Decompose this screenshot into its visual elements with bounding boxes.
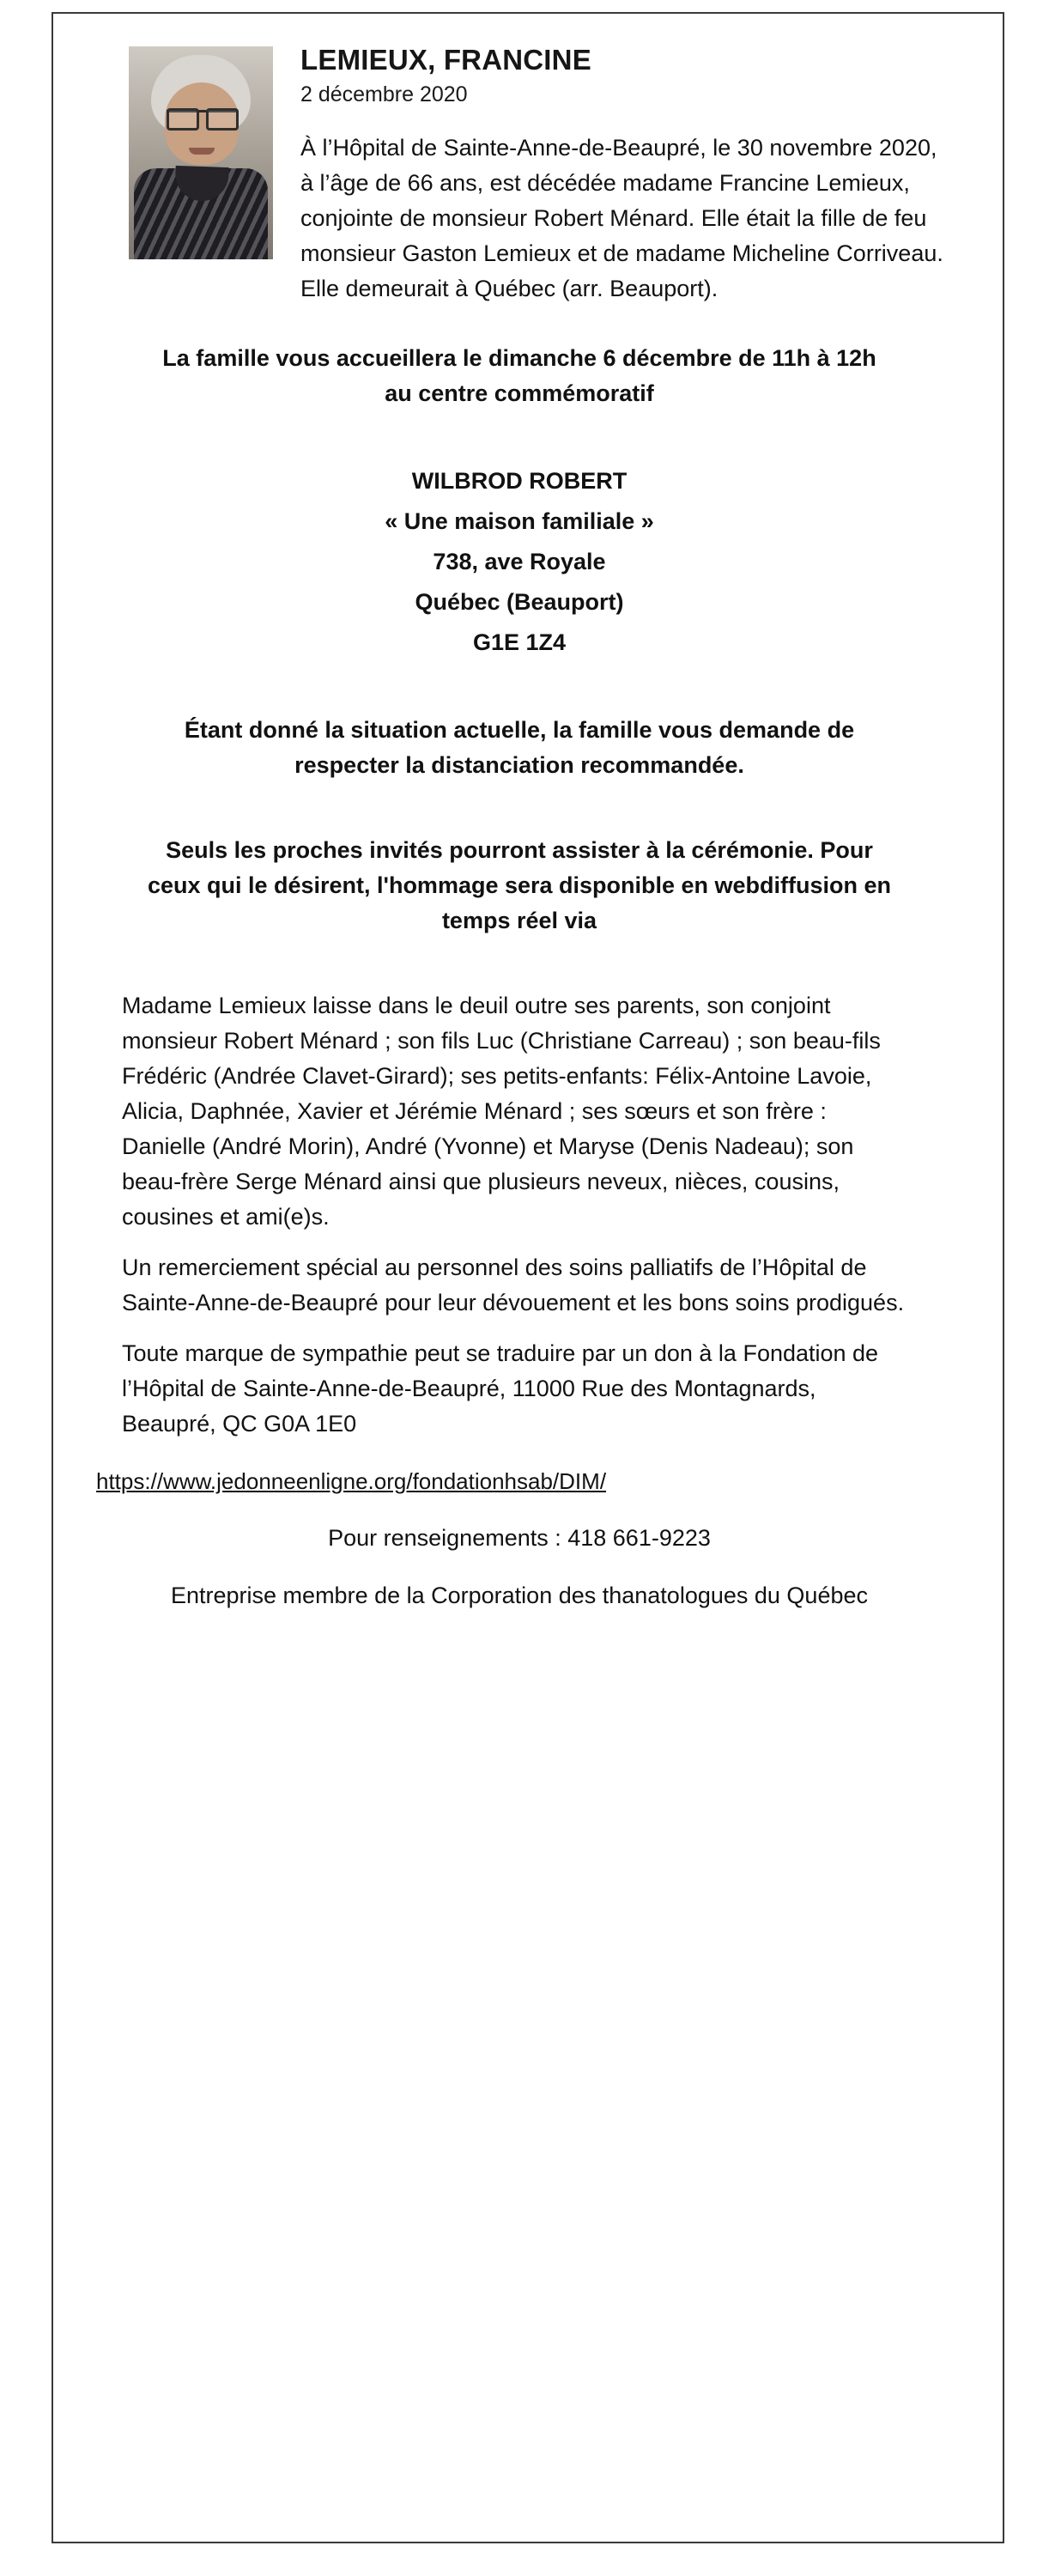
reception-notice: La famille vous accueillera le dimanche 6 décembre de 11h à 12h au centre commémoratif xyxy=(162,345,876,406)
funeral-home-postal-code: G1E 1Z4 xyxy=(472,629,567,655)
membership-line: Entreprise membre de la Corporation des thanatologues du Québec xyxy=(171,1583,868,1608)
donation-paragraph: Toute marque de sympathie peut se traduire par un don à la Fondation de l’Hôpital de Sainte-Anne-de-Beaupré, 11000 Rue des Montagnards, Beaupré, QC G0A 1E0 xyxy=(122,1340,879,1437)
spacer-4 xyxy=(84,783,955,833)
obituary-header xyxy=(84,43,955,307)
obituary-card xyxy=(52,12,1004,2543)
thanks-paragraph: Un remerciement spécial au personnel des soins palliatifs de l’Hôpital de Sainte-Anne-de-Beaupré pour leur dévouement et les bons soins prodigués. xyxy=(122,1255,905,1315)
covid-section xyxy=(84,713,955,783)
portrait-mouth xyxy=(189,148,215,155)
funeral-home-address: 738, ave Royale xyxy=(433,549,606,574)
survivors-section xyxy=(84,988,955,1442)
webcast-notice: Seuls les proches invités pourront assister à la cérémonie. Pour ceux qui le désirent, l'hommage sera disponible en webdiffusion en temps réel via xyxy=(147,837,892,933)
obituary-heading-block xyxy=(273,43,955,307)
info-line: Pour renseignements : 418 661-9223 xyxy=(328,1525,711,1551)
covid-notice: Étant donné la situation actuelle, la famille vous demande de respecter la distanciation recommandée. xyxy=(184,717,855,778)
spacer-2 xyxy=(84,411,955,461)
webcast-section xyxy=(84,833,955,939)
donation-link[interactable]: https://www.jedonneenligne.org/fondationhsab/DIM/ xyxy=(96,1468,607,1494)
spacer-5 xyxy=(84,939,955,988)
deceased-name: LEMIEUX, FRANCINE xyxy=(300,44,591,76)
spacer-1 xyxy=(84,307,955,341)
deceased-portrait-photo xyxy=(129,46,273,259)
glasses-left-lens xyxy=(167,108,199,131)
obituary-content xyxy=(53,14,1003,1613)
spacer-7 xyxy=(84,1498,955,1521)
glasses-right-lens xyxy=(206,108,239,131)
funeral-home-section xyxy=(84,461,955,663)
survivors-paragraph: Madame Lemieux laisse dans le deuil outre ses parents, son conjoint monsieur Robert Ménard ; son fils Luc (Christiane Carreau) ; son beau-fils Frédéric (Andrée Clavet-Girard); ses petits-enfants: Félix-Antoine Lavoie, Alicia, Daphnée, Xavier et Jérémie Ménard ; ses sœurs et son frère : Danielle (André Morin), André (Yvonne) et Maryse (Denis Nadeau); son beau-frère Serge Ménard ainsi que plusieurs neveux, nièces, cousins, cousines et ami(e)s. xyxy=(122,993,881,1230)
spacer-6 xyxy=(84,1442,955,1464)
publication-date: 2 décembre 2020 xyxy=(300,82,468,106)
funeral-home-name: WILBROD ROBERT xyxy=(411,468,628,494)
spacer-8 xyxy=(84,1556,955,1578)
lead-paragraph: À l’Hôpital de Sainte-Anne-de-Beaupré, le 30 novembre 2020, à l’âge de 66 ans, est décédée madame Francine Lemieux, conjointe de monsieur Robert Ménard. Elle était la fille de feu monsieur Gaston Lemieux et de madame Micheline Corriveau. Elle demeurait à Québec (arr. Beauport). xyxy=(300,135,943,301)
funeral-home-city: Québec (Beauport) xyxy=(415,589,624,615)
reception-section xyxy=(84,341,955,411)
spacer-3 xyxy=(84,663,955,713)
funeral-home-tagline: « Une maison familiale » xyxy=(385,508,654,534)
